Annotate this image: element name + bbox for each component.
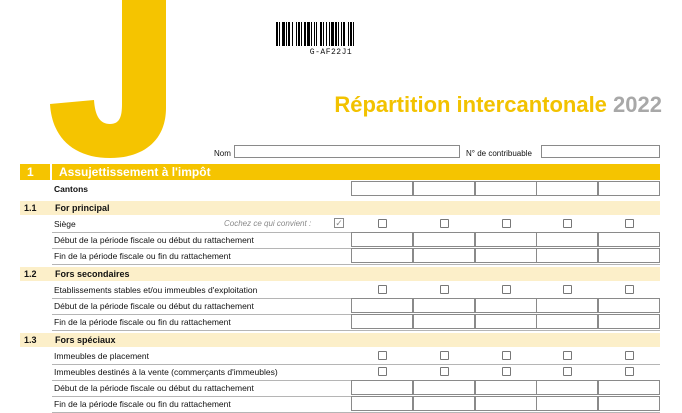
barcode-bar [301, 22, 302, 46]
check-icon: ✓ [335, 218, 343, 228]
subsection-number: 1.2 [24, 269, 37, 279]
canton-cell[interactable] [413, 232, 475, 247]
subsection-header [20, 267, 660, 281]
row-label: Fin de la période fiscale ou fin du rattachement [54, 399, 231, 409]
row-label: Fin de la période fiscale ou fin du rattachement [54, 317, 231, 327]
title-year: 2022 [613, 92, 662, 117]
canton-cell[interactable] [598, 181, 660, 196]
barcode-bar [341, 22, 342, 46]
subsection-header [20, 333, 660, 347]
barcode-bar [314, 22, 315, 46]
canton-checkbox[interactable] [502, 219, 511, 228]
row-separator [52, 264, 660, 265]
canton-cell[interactable] [351, 380, 413, 395]
canton-cell[interactable] [351, 298, 413, 313]
barcode [276, 22, 386, 46]
canton-cell[interactable] [598, 314, 660, 329]
canton-cell[interactable] [536, 396, 598, 411]
barcode-bar [353, 22, 354, 46]
barcode-bar [335, 22, 337, 46]
form-row [52, 314, 660, 330]
row-label: Etablissements stables et/ou immeubles d'exploitation [54, 285, 258, 295]
canton-cell[interactable] [351, 232, 413, 247]
canton-cell[interactable] [413, 248, 475, 263]
taxpayer-number-field[interactable] [541, 145, 660, 158]
barcode-bar [311, 22, 312, 46]
barcode-bar [304, 22, 306, 46]
barcode-bar [350, 22, 352, 46]
canton-checkbox[interactable] [440, 367, 449, 376]
form-row [52, 348, 660, 364]
barcode-bar [279, 22, 280, 46]
subsection-header [20, 201, 660, 215]
canton-cell[interactable] [475, 380, 537, 395]
canton-cell[interactable] [475, 248, 537, 263]
form-row [52, 396, 660, 412]
canton-cell[interactable] [351, 248, 413, 263]
row-label: Siège [54, 219, 76, 229]
barcode-bar [331, 22, 334, 46]
canton-checkbox[interactable] [440, 285, 449, 294]
canton-cell[interactable] [536, 248, 598, 263]
canton-cell[interactable] [598, 232, 660, 247]
subsection-title: For principal [55, 203, 110, 213]
form-row [52, 248, 660, 264]
canton-checkbox[interactable] [440, 351, 449, 360]
canton-cell[interactable] [536, 232, 598, 247]
canton-cell[interactable] [351, 396, 413, 411]
canton-checkbox[interactable] [563, 367, 572, 376]
canton-checkbox[interactable] [440, 219, 449, 228]
barcode-bar [296, 22, 297, 46]
form-row [52, 282, 660, 298]
subsection-title: Fors spéciaux [55, 335, 116, 345]
canton-cell[interactable] [351, 181, 413, 196]
section-title: Assujettissement à l'impôt [59, 165, 211, 179]
taxpayer-number-label: N° de contribuable [466, 149, 532, 158]
canton-cell[interactable] [413, 314, 475, 329]
canton-cell[interactable] [475, 181, 537, 196]
canton-checkbox[interactable] [502, 351, 511, 360]
barcode-bar [288, 22, 290, 46]
row-label: Fin de la période fiscale ou fin du rattachement [54, 251, 231, 261]
canton-checkbox[interactable] [563, 285, 572, 294]
row-label: Début de la période fiscale ou début du rattachement [54, 301, 254, 311]
title-main: Répartition intercantonale [334, 92, 607, 117]
row-label: Début de la période fiscale ou début du rattachement [54, 235, 254, 245]
canton-checkbox[interactable] [563, 351, 572, 360]
barcode-bar [292, 22, 293, 46]
name-field[interactable] [234, 145, 460, 158]
canton-cell[interactable] [536, 298, 598, 313]
canton-checkbox[interactable] [378, 285, 387, 294]
canton-cell[interactable] [413, 380, 475, 395]
canton-checkbox[interactable] [502, 367, 511, 376]
canton-cell[interactable] [413, 396, 475, 411]
canton-cell[interactable] [475, 298, 537, 313]
canton-cell[interactable] [475, 232, 537, 247]
barcode-bar [348, 22, 349, 46]
canton-cell[interactable] [351, 314, 413, 329]
canton-cell[interactable] [598, 298, 660, 313]
canton-cell[interactable] [536, 380, 598, 395]
barcode-bar [326, 22, 327, 46]
form-row [52, 298, 660, 314]
canton-checkbox[interactable] [625, 367, 634, 376]
barcode-bar [276, 22, 278, 46]
row-label: Immeubles destinés à la vente (commerçants d'immeubles) [54, 367, 278, 377]
cantons-label: Cantons [54, 184, 88, 194]
section-header [20, 164, 660, 180]
canton-checkbox[interactable] [378, 351, 387, 360]
barcode-bar [329, 22, 330, 46]
subsection-number: 1.1 [24, 203, 37, 213]
canton-cell[interactable] [475, 396, 537, 411]
canton-checkbox[interactable] [378, 367, 387, 376]
cantons-row [52, 181, 660, 197]
barcode-text: G-AF22J1 [309, 48, 353, 57]
canton-checkbox[interactable] [378, 219, 387, 228]
barcode-bar [316, 22, 317, 46]
form-row [52, 380, 660, 396]
canton-cell[interactable] [598, 248, 660, 263]
row-separator [52, 330, 660, 331]
canton-cell[interactable] [536, 314, 598, 329]
subsection-number: 1.3 [24, 335, 37, 345]
section-number: 1 [27, 165, 34, 179]
canton-checkbox[interactable] [563, 219, 572, 228]
barcode-bar [323, 22, 324, 46]
big-letter-j [44, 0, 174, 160]
subsection-title: Fors secondaires [55, 269, 130, 279]
page-title [282, 92, 662, 118]
form-row [52, 232, 660, 248]
canton-checkbox[interactable] [625, 219, 634, 228]
barcode-bar [298, 22, 300, 46]
hint-text: Cochez ce qui convient : [224, 219, 312, 228]
barcode-bar [307, 22, 310, 46]
canton-cell[interactable] [475, 314, 537, 329]
barcode-bar [282, 22, 285, 46]
name-label: Nom [214, 149, 231, 158]
barcode-bar [343, 22, 345, 46]
barcode-bar [320, 22, 322, 46]
row-label: Immeubles de placement [54, 351, 149, 361]
canton-checkbox[interactable] [625, 285, 634, 294]
canton-checkbox[interactable] [502, 285, 511, 294]
barcode-bar [286, 22, 287, 46]
barcode-bar [338, 22, 339, 46]
canton-cell[interactable] [413, 298, 475, 313]
form-row [52, 216, 660, 232]
canton-cell[interactable] [598, 396, 660, 411]
canton-cell[interactable] [536, 181, 598, 196]
form-row [52, 364, 660, 380]
section-divider [50, 164, 52, 180]
canton-cell[interactable] [413, 181, 475, 196]
row-label: Début de la période fiscale ou début du rattachement [54, 383, 254, 393]
canton-cell[interactable] [598, 380, 660, 395]
canton-checkbox[interactable] [625, 351, 634, 360]
